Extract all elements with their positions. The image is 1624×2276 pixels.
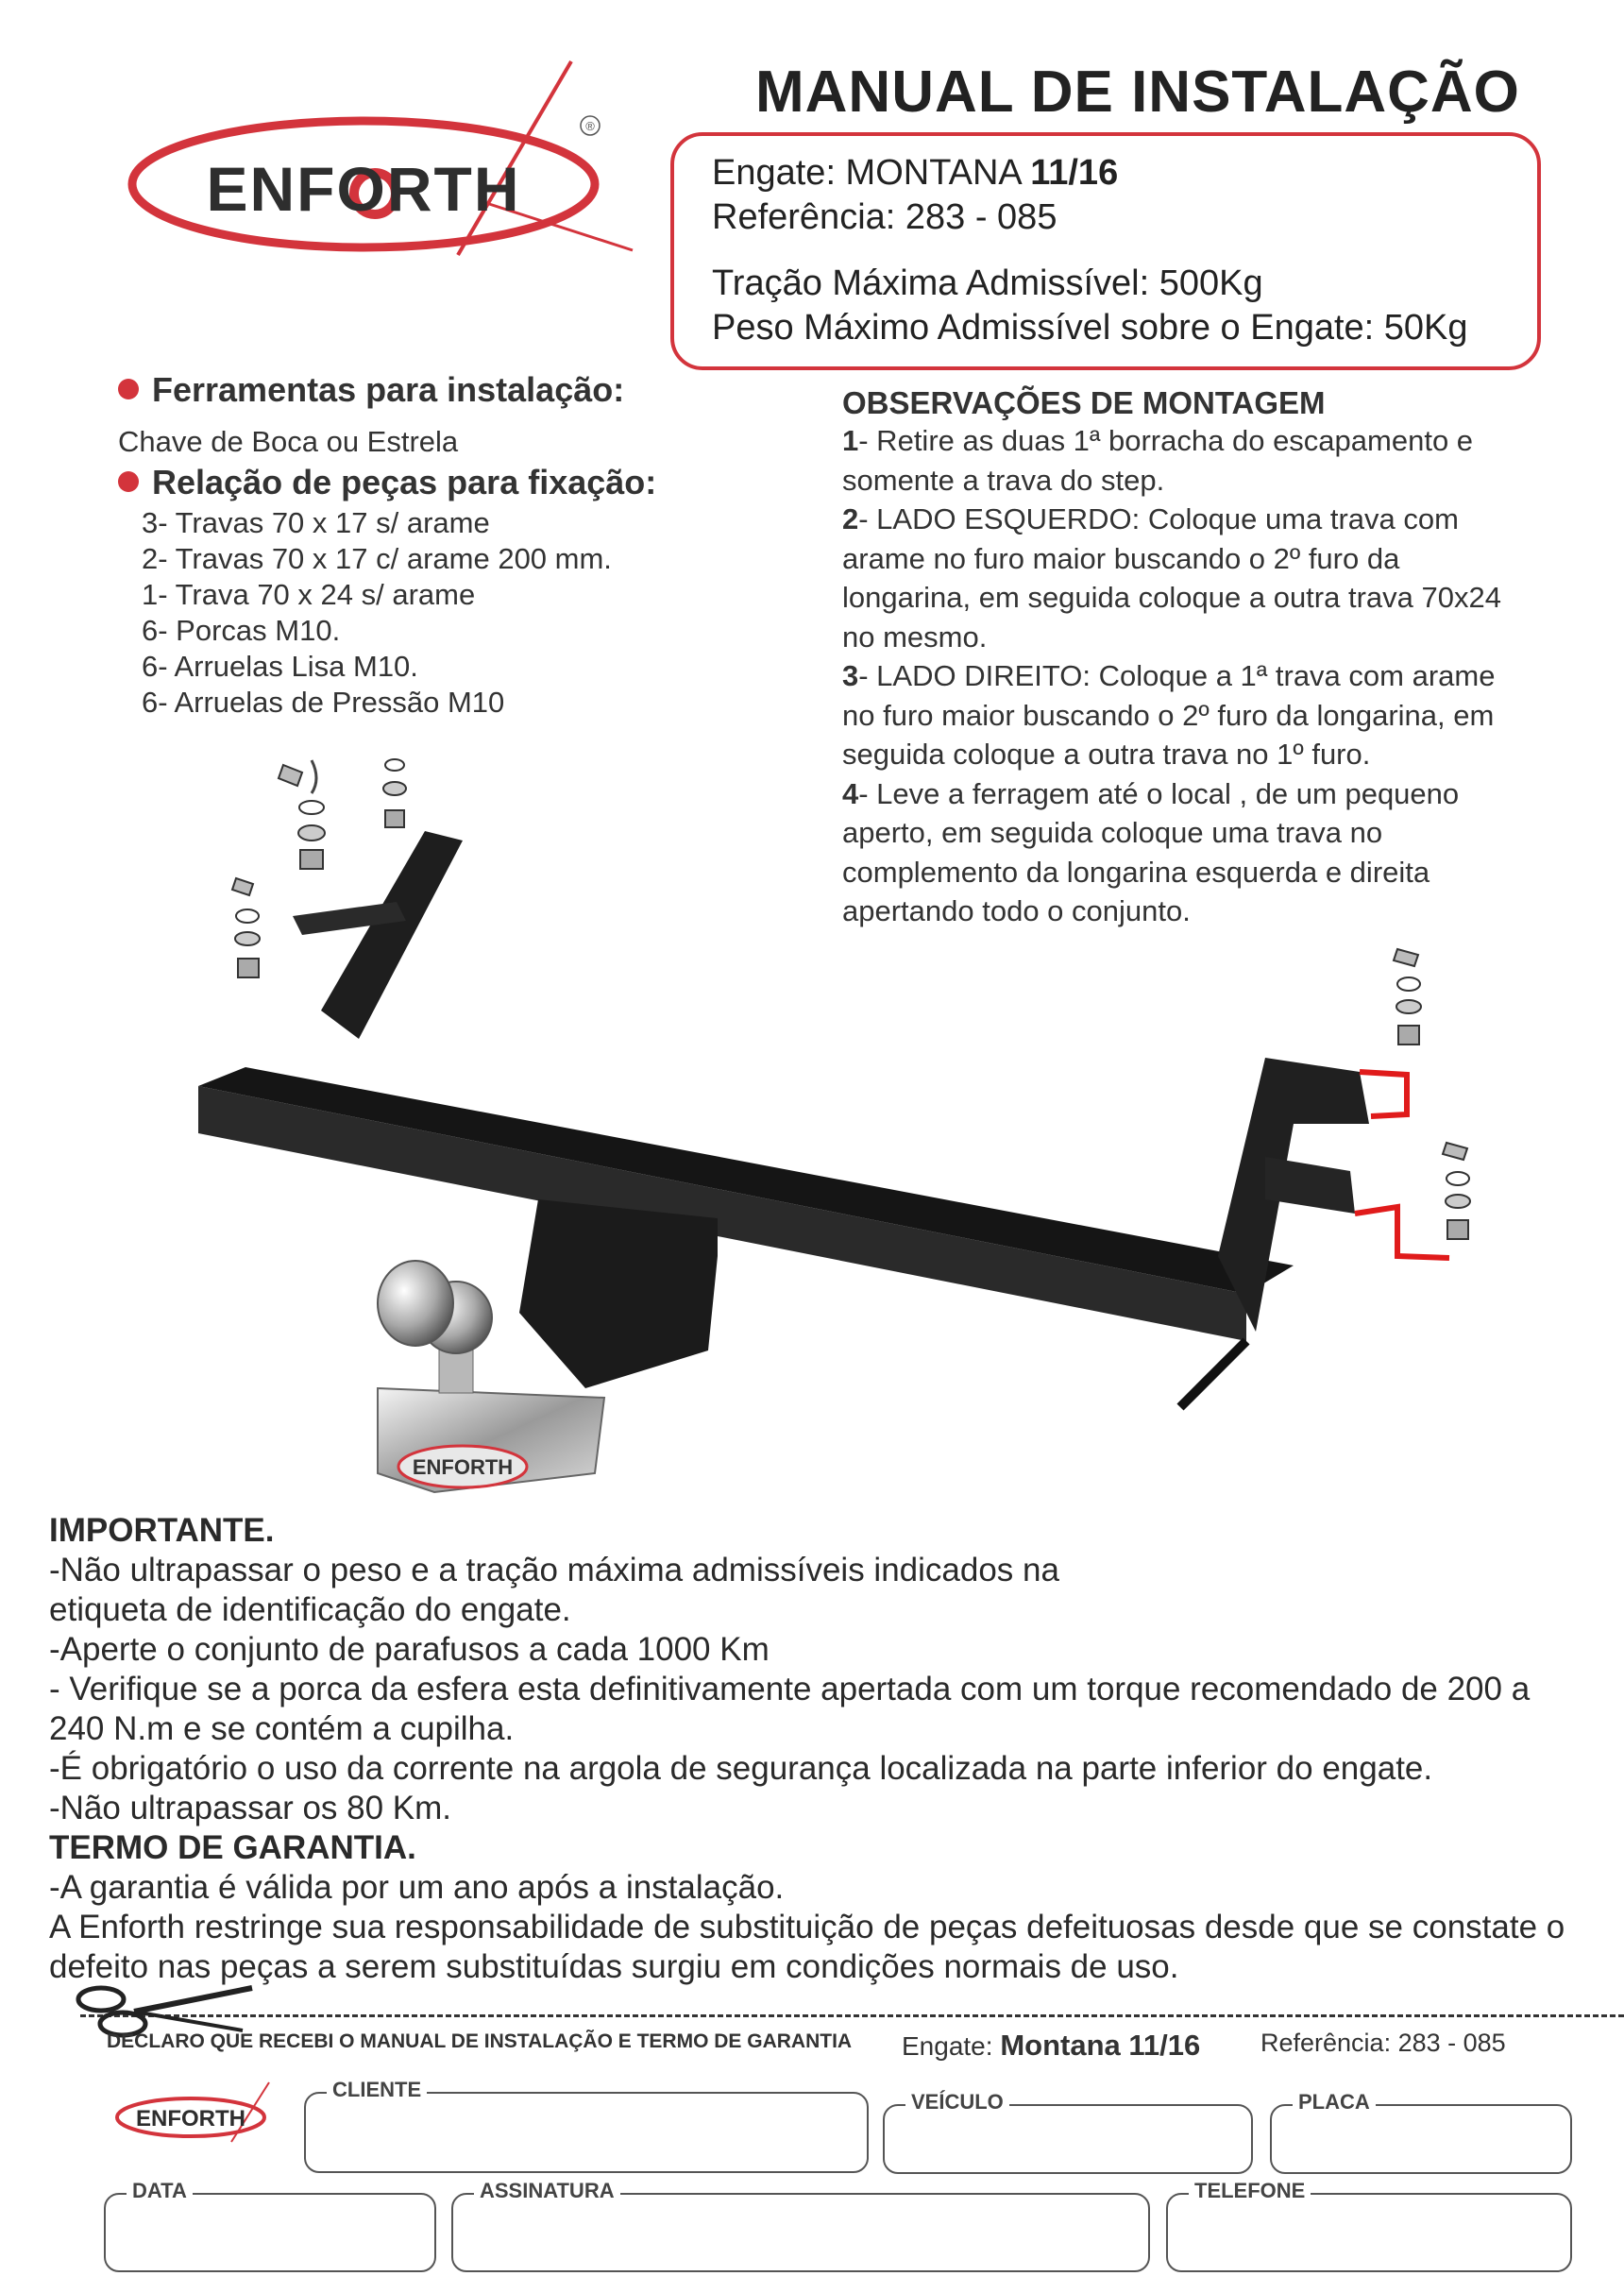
page-title: MANUAL DE INSTALAÇÃO: [755, 59, 1520, 125]
cliente-field[interactable]: [304, 2078, 869, 2173]
spec-referencia: Referência: 283 - 085: [712, 197, 1057, 237]
registered-mark: ®: [585, 119, 595, 133]
observation-step: 1- Retire as duas 1ª borracha do escapamento e somente a trava do step.: [842, 424, 1474, 497]
cut-line: [80, 2014, 1624, 2017]
parts-heading-text: Relação de peças para fixação:: [152, 463, 657, 501]
observation-step: 2- LADO ESQUERDO: Coloque uma trava com arame no furo maior buscando o 2º furo da longarina, em seguida coloque a outra trava 70x24 no mesmo.: [842, 502, 1501, 654]
coupon-engate-value: Montana 11/16: [1000, 2029, 1201, 2062]
coupon-brand-logo: [113, 2078, 283, 2144]
spec-engate-label: Engate: MONTANA: [712, 153, 1021, 193]
tools-item: Chave de Boca ou Estrela: [118, 425, 459, 458]
tow-hitch-illustration: [179, 727, 1501, 1520]
list-item: 6- Arruelas Lisa M10.: [142, 650, 418, 683]
coupon-engate-label: Engate:: [902, 2031, 993, 2061]
spec-engate-year: 11/16: [1030, 153, 1119, 193]
bullet-dot: [118, 379, 139, 399]
important-line: -Não ultrapassar os 80 Km.: [49, 1790, 452, 1826]
list-item: 6- Porcas M10.: [142, 614, 341, 647]
important-line: -Não ultrapassar o peso e a tração máxima admissíveis indicados na etiqueta de identificação do engate.: [49, 1552, 1059, 1628]
placa-label: PLACA: [1293, 2090, 1376, 2115]
list-item: 3- Travas 70 x 17 s/ arame: [142, 506, 490, 539]
hardware-stack-right-low: [1443, 1143, 1470, 1239]
data-label: DATA: [127, 2179, 193, 2203]
hardware-stack-right-top: [1394, 949, 1421, 1045]
tools-heading: [118, 370, 624, 410]
coupon-logo-text: ENFORTH: [136, 2106, 245, 2132]
observation-step: 3- LADO DIREITO: Coloque a 1ª trava com arame no furo maior buscando o 2º furo da longarina, em seguida coloque a outra trava no 1º furo.: [842, 659, 1496, 771]
hardware-stack-left-low: [232, 878, 260, 977]
observation-step: 4- Leve a ferragem até o local , de um pequeno aperto, em seguida coloque uma trava no complemento da longarina esquerda e direita apertando todo o conjunto.: [842, 776, 1460, 927]
important-line: -É obrigatório o uso da corrente na argola de segurança localizada na parte inferior do engate.: [49, 1750, 1433, 1787]
parts-list: [142, 505, 612, 721]
declaration-text: DECLARO QUE RECEBI O MANUAL DE INSTALAÇÃO E TERMO DE GARANTIA: [107, 2030, 853, 2052]
important-heading: IMPORTANTE.: [49, 1512, 275, 1549]
important-line: - Verifique se a porca da esfera esta definitivamente apertada com um torque recomendado de 200 a 240 N.m e se contém a cupilha.: [49, 1671, 1531, 1747]
ball-mount-logo: ENFORTH: [412, 1455, 514, 1479]
observations-title: OBSERVAÇÕES DE MONTAGEM: [842, 385, 1326, 420]
placa-field[interactable]: [1270, 2090, 1572, 2174]
parts-heading: [118, 463, 656, 502]
coupon-engate: [902, 2029, 1200, 2063]
hardware-stack-left-mid: [383, 759, 406, 827]
assinatura-field[interactable]: [451, 2179, 1150, 2272]
coupon-referencia: Referência: 283 - 085: [1260, 2029, 1506, 2057]
warranty-line: -A garantia é válida por um ano após a instalação.: [49, 1869, 785, 1906]
data-field[interactable]: [104, 2179, 436, 2272]
warranty-heading: TERMO DE GARANTIA.: [49, 1829, 416, 1866]
list-item: 6- Arruelas de Pressão M10: [142, 686, 505, 719]
important-line: -Aperte o conjunto de parafusos a cada 1000 Km: [49, 1631, 770, 1668]
brand-logo: [127, 42, 637, 269]
spec-peso: Peso Máximo Admissível sobre o Engate: 50Kg: [712, 308, 1468, 348]
cliente-label: CLIENTE: [327, 2078, 427, 2102]
brand-logo-text: ENFORTH: [206, 154, 521, 224]
spec-box: [670, 132, 1541, 370]
tools-heading-text: Ferramentas para instalação:: [152, 370, 625, 409]
bullet-dot: [118, 471, 139, 492]
hardware-stack-left-top: [279, 760, 325, 869]
spec-tracao: Tração Máxima Admissível: 500Kg: [712, 263, 1263, 303]
telefone-label: TELEFONE: [1189, 2179, 1311, 2203]
veiculo-field[interactable]: [883, 2090, 1253, 2174]
veiculo-label: VEÍCULO: [905, 2090, 1009, 2115]
warranty-line: A Enforth restringe sua responsabilidade de substituição de peças defeituosas desde que se constate o defeito nas peças a serem substituídas surgiu em condições normais de uso.: [49, 1909, 1565, 1985]
spec-engate: [712, 153, 1118, 194]
list-item: 1- Trava 70 x 24 s/ arame: [142, 578, 476, 611]
assinatura-label: ASSINATURA: [474, 2179, 620, 2203]
important-section: [49, 1511, 1588, 1987]
telefone-field[interactable]: [1166, 2179, 1572, 2272]
list-item: 2- Travas 70 x 17 c/ arame 200 mm.: [142, 542, 612, 575]
